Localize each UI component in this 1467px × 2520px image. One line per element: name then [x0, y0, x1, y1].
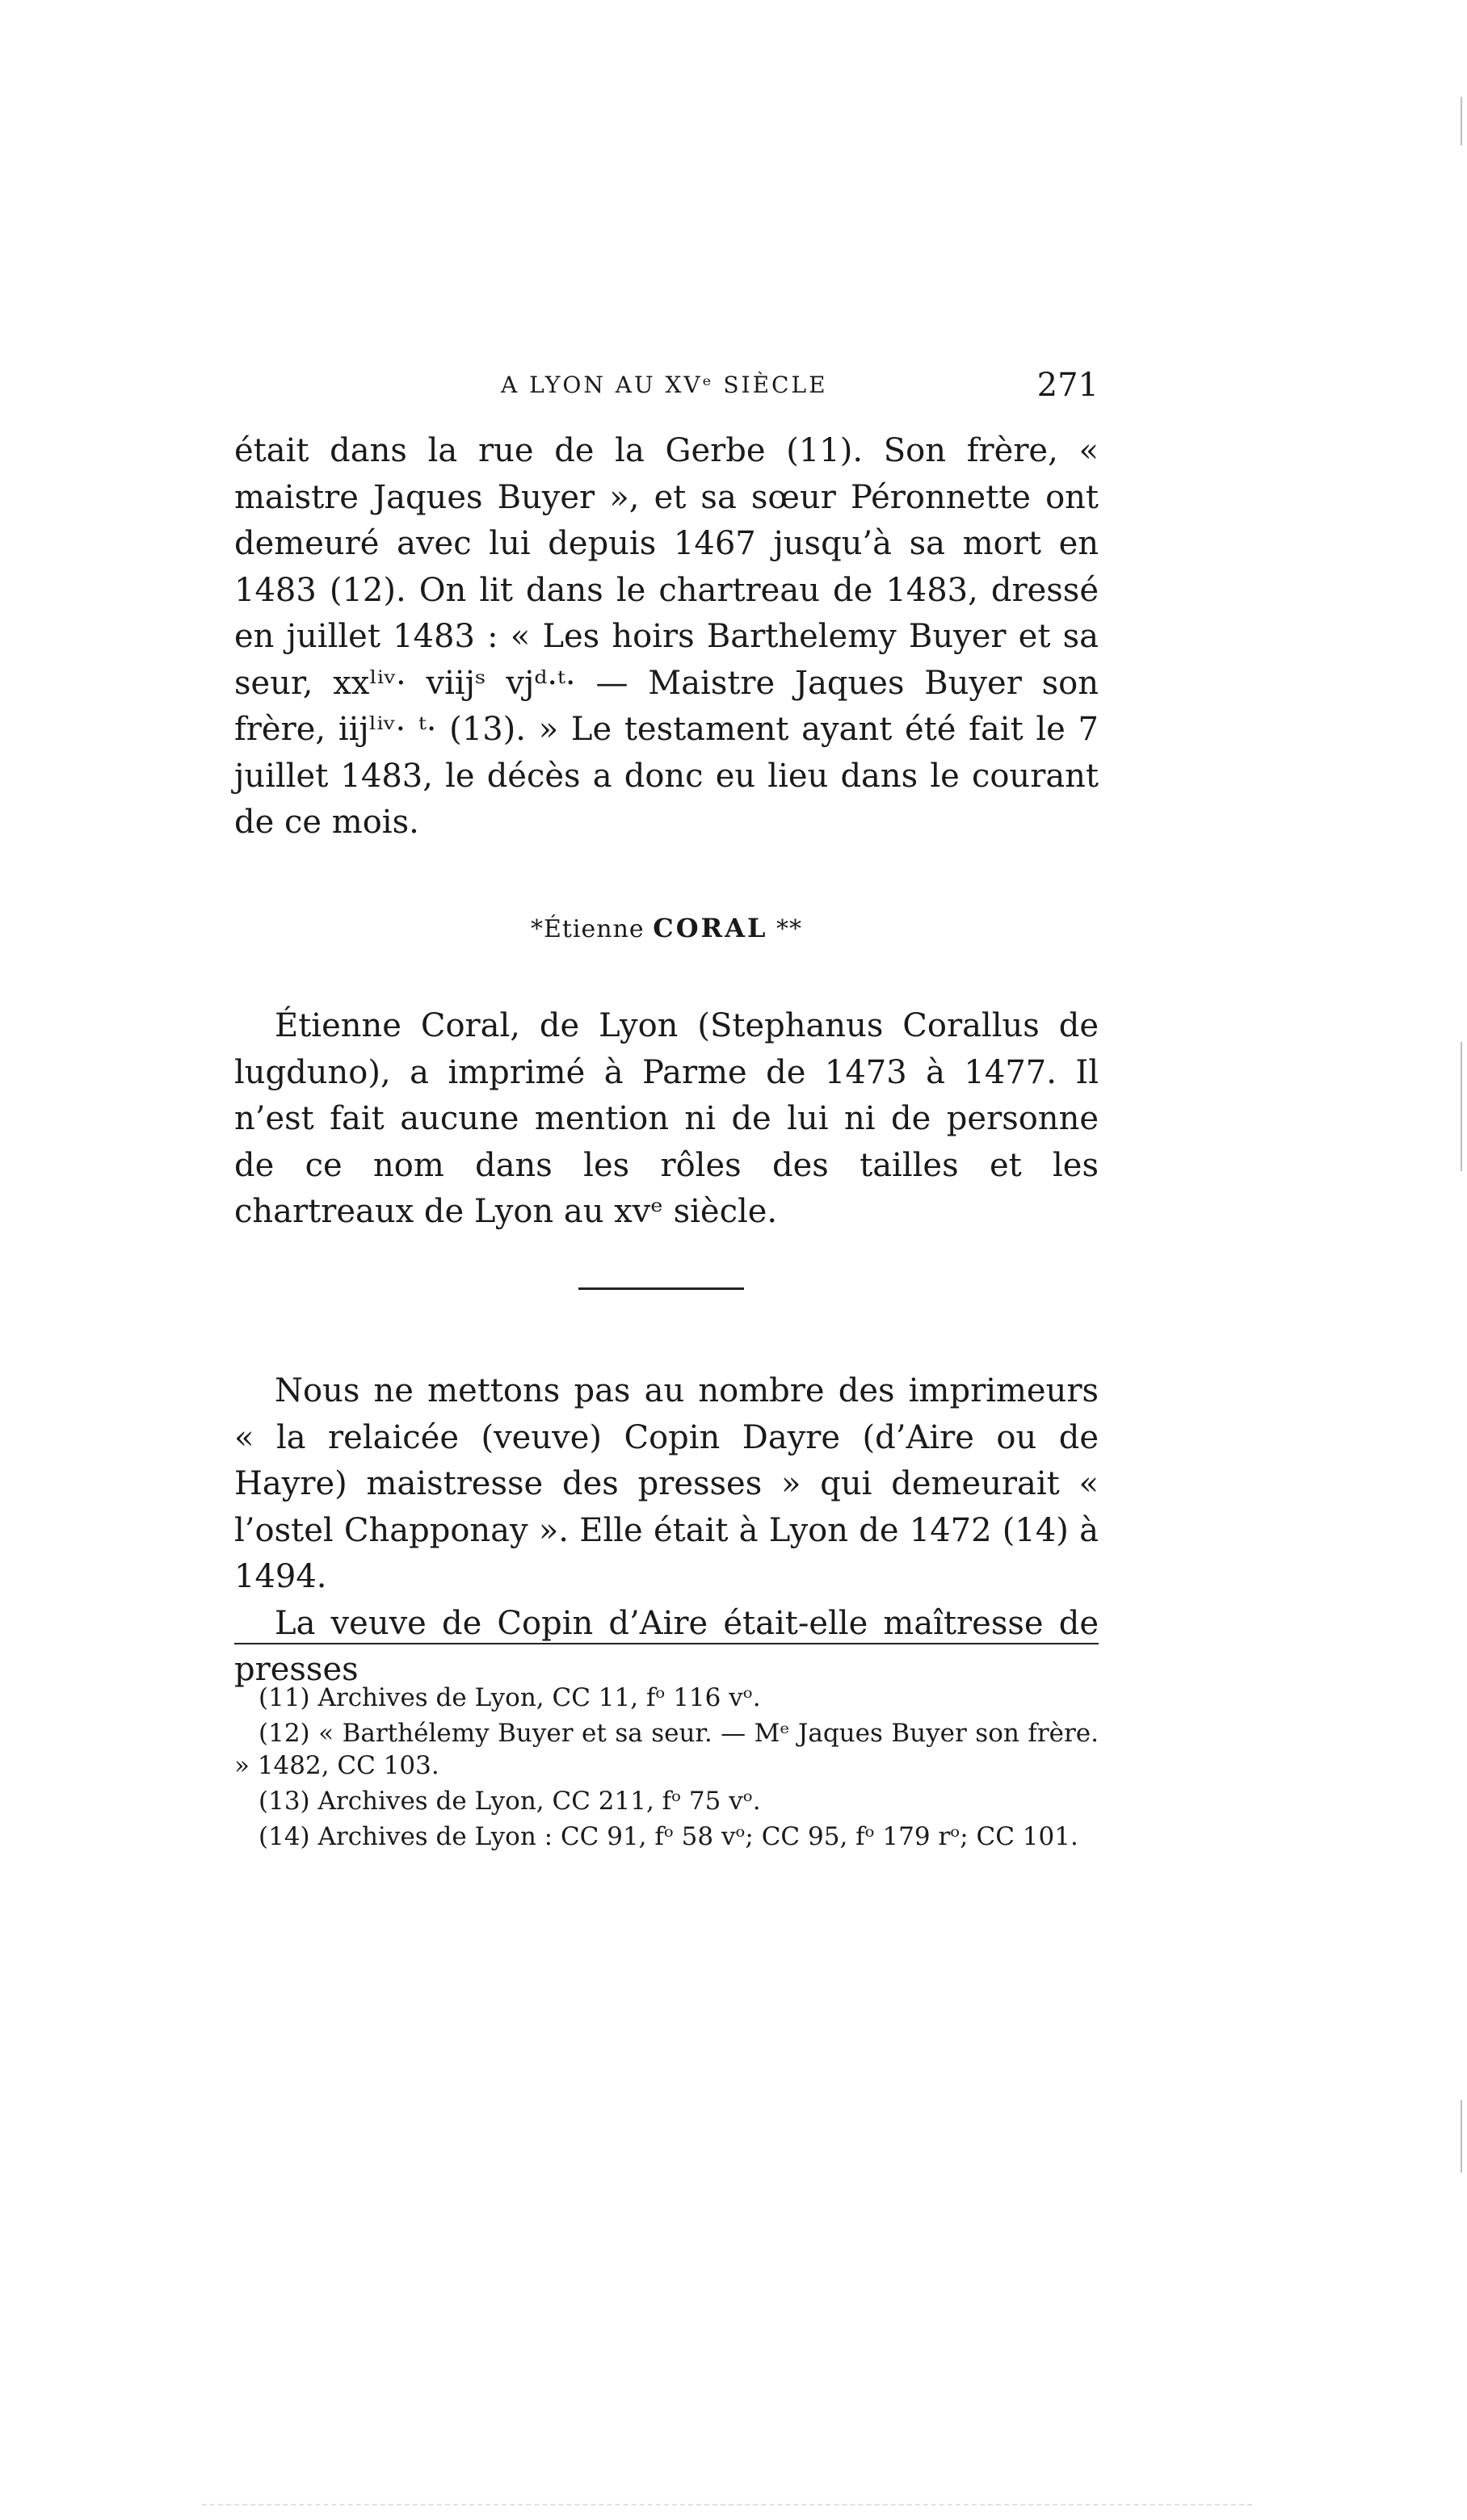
- footnotes: [234, 1682, 1099, 1856]
- body-text-bottom: [234, 1368, 1099, 1694]
- paragraph: La veuve de Copin d’Aire était-elle maîtresse de presses: [234, 1604, 1099, 1688]
- footnote: (11) Archives de Lyon, CC 11, fᵒ 116 vᵒ.: [259, 1683, 761, 1712]
- body-text-top: [234, 428, 1099, 846]
- heading-name: CORAL: [653, 913, 768, 943]
- section-heading: [234, 913, 1099, 943]
- footnote: (14) Archives de Lyon : CC 91, fᵒ 58 vᵒ; CC 95, fᵒ 179 rᵒ; CC 101.: [259, 1822, 1078, 1851]
- paragraph: était dans la rue de la Gerbe (11). Son frère, « maistre Jaques Buyer », et sa sœur Péronnette ont demeuré avec lui depuis 1467 jusqu’à sa mort en 1483 (12). On lit dans le chartreau de 1483, dressé en juillet 1483 : « Les hoirs Barthelemy Buyer et sa seur, xxˡⁱᵛ· viijˢ vjᵈ·ᵗ· — Maistre Jaques Buyer son frère, iijˡⁱᵛ· ᵗ· (13). » Le testament ayant été fait le 7 juillet 1483, le décès a donc eu lieu dans le courant de ce mois.: [234, 432, 1099, 841]
- footnote: (13) Archives de Lyon, CC 211, fᵒ 75 vᵒ.: [259, 1787, 761, 1816]
- running-title: A LYON AU XVᵉ SIÈCLE: [501, 372, 828, 398]
- heading-prefix: *Étienne: [530, 915, 645, 943]
- margin-edge-mark: [1461, 2100, 1462, 2173]
- footnote: (12) « Barthélemy Buyer et sa seur. — Mᵉ Jaques Buyer son frère. » 1482, CC 103.: [234, 1719, 1099, 1780]
- scan-edge-specks: [202, 2504, 1252, 2507]
- margin-edge-mark: [1461, 97, 1462, 145]
- margin-edge-mark: [1461, 1042, 1462, 1171]
- paragraph: Nous ne mettons pas au nombre des imprimeurs « la relaicée (veuve) Copin Dayre (d’Aire ou de Hayre) maistresse des presses » qui demeurait « l’ostel Chapponay ». Elle était à Lyon de 1472 (14) à 1494.: [234, 1372, 1099, 1595]
- page-header: [234, 362, 1099, 410]
- page-number: 271: [1036, 367, 1099, 404]
- body-text-coral: [234, 1003, 1099, 1236]
- section-separator: [578, 1287, 744, 1290]
- heading-suffix: **: [776, 915, 803, 943]
- paragraph: Étienne Coral, de Lyon (Stephanus Corallus de lugduno), a imprimé à Parme de 1473 à 1477. Il n’est fait aucune mention ni de lui ni de personne de ce nom dans les rôles des tailles et les chartreaux de Lyon au xvᵉ siècle.: [234, 1007, 1099, 1230]
- footnote-rule: [234, 1643, 1099, 1644]
